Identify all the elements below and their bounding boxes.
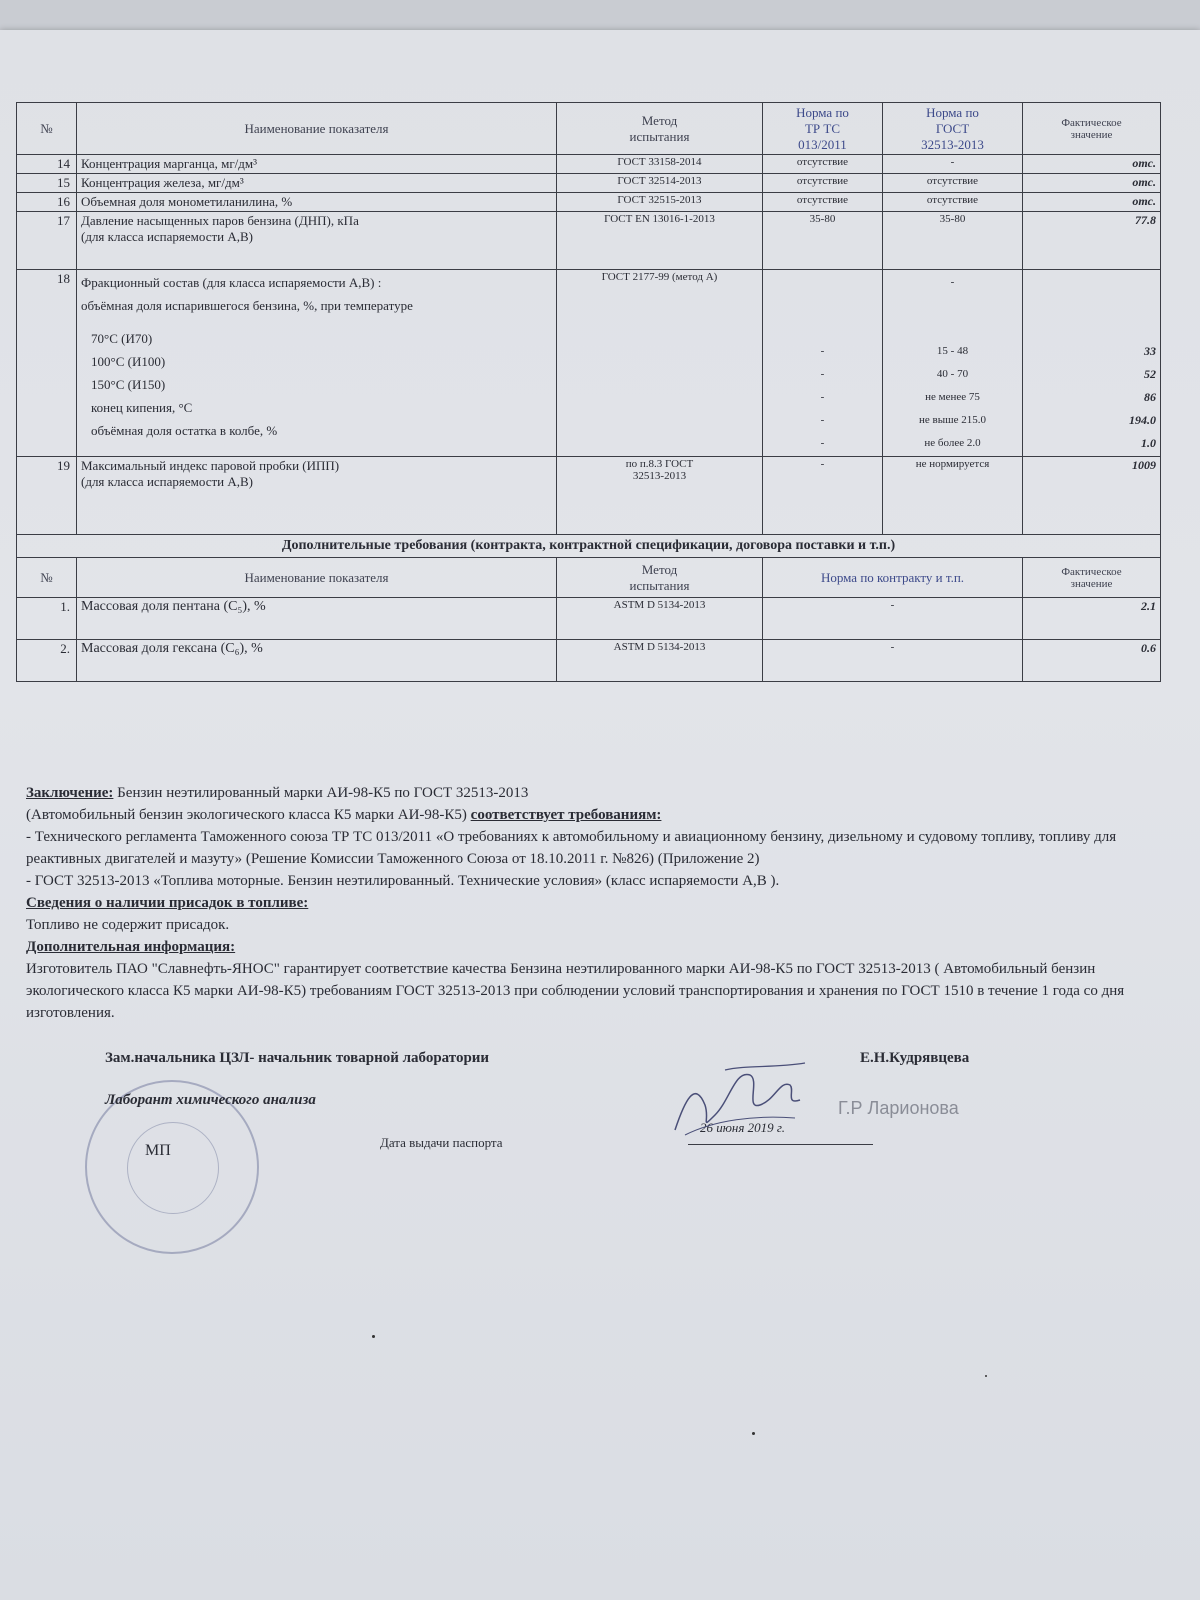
issue-date-value: 26 июня 2019 г. — [700, 1120, 786, 1135]
role-lab-assistant: Лаборант химического анализа — [105, 1092, 316, 1108]
extra-info-text: Изготовитель ПАО "Славнефть-ЯНОС" гарантирует соответствие качества Бензина неэтилированного марки АИ-98-К5 по ГОСТ 32513-2013 ( Автомобильный бензин экологического класса К5 марки АИ-98-К5) требованиям ГОСТ 32513-2013 при соблюдении условий транспортирования и хранения по ГОСТ 1510 в течение 1 года со дня изготовления. — [26, 961, 1125, 1021]
header-norm-gost: Норма по ГОСТ 32513-2013 — [883, 103, 1023, 155]
additives-text: Топливо не содержит присадок. — [26, 917, 230, 933]
name-larionova: Г.Р Ларионова — [838, 1098, 959, 1118]
extra-info-label: Дополнительная информация: — [26, 939, 236, 955]
table-row: 14 Концентрация марганца, мг/дм³ ГОСТ 33158-2014 отсутствие - отс. — [17, 155, 1161, 174]
speck — [752, 1432, 755, 1435]
conclusion-line1: Бензин неэтилированный марки АИ-98-К5 по ГОСТ 32513-2013 — [117, 785, 529, 801]
table-row: 1. Массовая доля пентана (C₅), % ASTM D 5134-2013 - 2.1 — [17, 598, 1161, 640]
additional-requirements-title-row — [17, 535, 1161, 558]
quality-passport-table — [16, 102, 1161, 682]
conclusion-req1: - Технического регламента Таможенного союза ТР ТС 013/2011 «О требованиях к автомобильному и авиационному бензину, дизельному и судовому топливу, топливу для реактивных двигателей и мазуту» (Решение Комиссии Таможенного Союза от 18.10.2011 г. №826) (Приложение 2) — [26, 829, 1117, 867]
additional-header-row: № Наименование показателя Метод испытания Норма по контракту и т.п. Фактическое значение — [17, 558, 1161, 598]
table-header-row — [17, 103, 1161, 155]
mp-mark: МП — [145, 1142, 171, 1159]
table-row: 15 Концентрация железа, мг/дм³ ГОСТ 32514-2013 отсутствие отсутствие отс. — [17, 174, 1161, 193]
conclusion-label: Заключение: — [26, 785, 114, 801]
conclusion-block — [26, 782, 1166, 1024]
date-underline — [688, 1144, 873, 1145]
name-kudryavtseva: Е.Н.Кудрявцева — [860, 1050, 970, 1066]
speck — [985, 1375, 987, 1377]
conclusion-line2: (Автомобильный бензин экологического класса К5 марки АИ-98-К5) — [26, 807, 467, 823]
signature-drawing — [665, 1060, 845, 1140]
table-row-fractional: 18 Фракционный состав (для класса испаряемости А,В) : объёмная доля испарившегося бензина, %, при температуре 70°С (И70) 100°С (И100) 150°С (И150) конец кипения, °С объёмная доля остатка в колбе, % ГОСТ 2177-99 (метод А) - - - - - - 15 - 48 40 - 70 не менее 75 не выше 215.0 не более 2.0 33 52 86 194.0 1.0 — [17, 270, 1161, 457]
document-sheet — [0, 30, 1200, 1600]
table-row: 17 Давление насыщенных паров бензина (ДНП), кПа (для класса испаряемости А,В) ГОСТ EN 13016-1-2013 35-80 35-80 77.8 — [17, 212, 1161, 270]
header-method: Метод испытания — [557, 103, 763, 155]
conclusion-conforms: соответствует требованиям: — [470, 807, 662, 823]
issue-date-label: Дата выдачи паспорта — [380, 1135, 503, 1150]
table-row: 2. Массовая доля гексана (C₆), % ASTM D 5134-2013 - 0.6 — [17, 640, 1161, 682]
conclusion-req2: - ГОСТ 32513-2013 «Топлива моторные. Бензин неэтилированный. Технические условия» (класс испаряемости А,В ). — [26, 873, 780, 889]
header-name: Наименование показателя — [77, 103, 557, 155]
role-deputy-head: Зам.начальника ЦЗЛ- начальник товарной лаборатории — [105, 1050, 490, 1066]
header-norm-tr: Норма по ТР ТС 013/2011 — [763, 103, 883, 155]
header-actual: Фактическое значение — [1023, 103, 1161, 155]
stamp-inner-ring — [127, 1122, 219, 1214]
additional-requirements-title: Дополнительные требования (контракта, контрактной спецификации, договора поставки и т.п.) — [17, 535, 1161, 558]
table-row: 19 Максимальный индекс паровой пробки (ИПП) (для класса испаряемости А,В) по п.8.3 ГОСТ 32513-2013 - не нормируется 1009 — [17, 457, 1161, 535]
speck — [372, 1335, 375, 1338]
additives-label: Сведения о наличии присадок в топливе: — [26, 895, 309, 911]
table-row: 16 Объемная доля монометиланилина, % ГОСТ 32515-2013 отсутствие отсутствие отс. — [17, 193, 1161, 212]
header-num: № — [17, 103, 77, 155]
